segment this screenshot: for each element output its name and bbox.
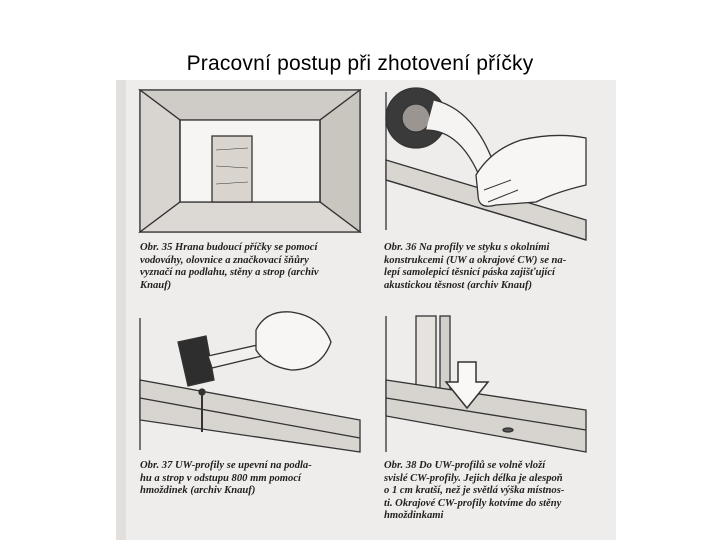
figure-36-caption: Obr. 36 Na profily ve styku s okolními konstrukcemi (UW a okrajové CW) se na- lepí samolepicí těsnicí páska zajišťující akustickou těsnost (archiv Knauf) <box>384 242 567 291</box>
figure-35-illustration <box>140 90 360 232</box>
figure-35-caption: Obr. 35 Hrana budoucí příčky se pomocí vodováhy, olovnice a značkovací šňůry vyznačí na podlahu, stěny a strop (archiv Knauf) <box>140 242 319 291</box>
scanned-figure-page <box>116 80 616 540</box>
figure-37-caption: Obr. 37 UW-profily se upevní na podla- hu a strop v odstupu 800 mm pomocí hmoždinek (archiv Knauf) <box>140 460 312 497</box>
figure-38-caption: Obr. 38 Do UW-profilů se volně vloží svislé CW-profily. Jejich délka je alespoň o 1 cm kratší, než je světlá výška místnos- ti. Okrajové CW-profily kotvíme do stěny hmoždinkami <box>384 460 565 522</box>
slide-title: Pracovní postup při zhotovení příčky <box>186 52 534 75</box>
